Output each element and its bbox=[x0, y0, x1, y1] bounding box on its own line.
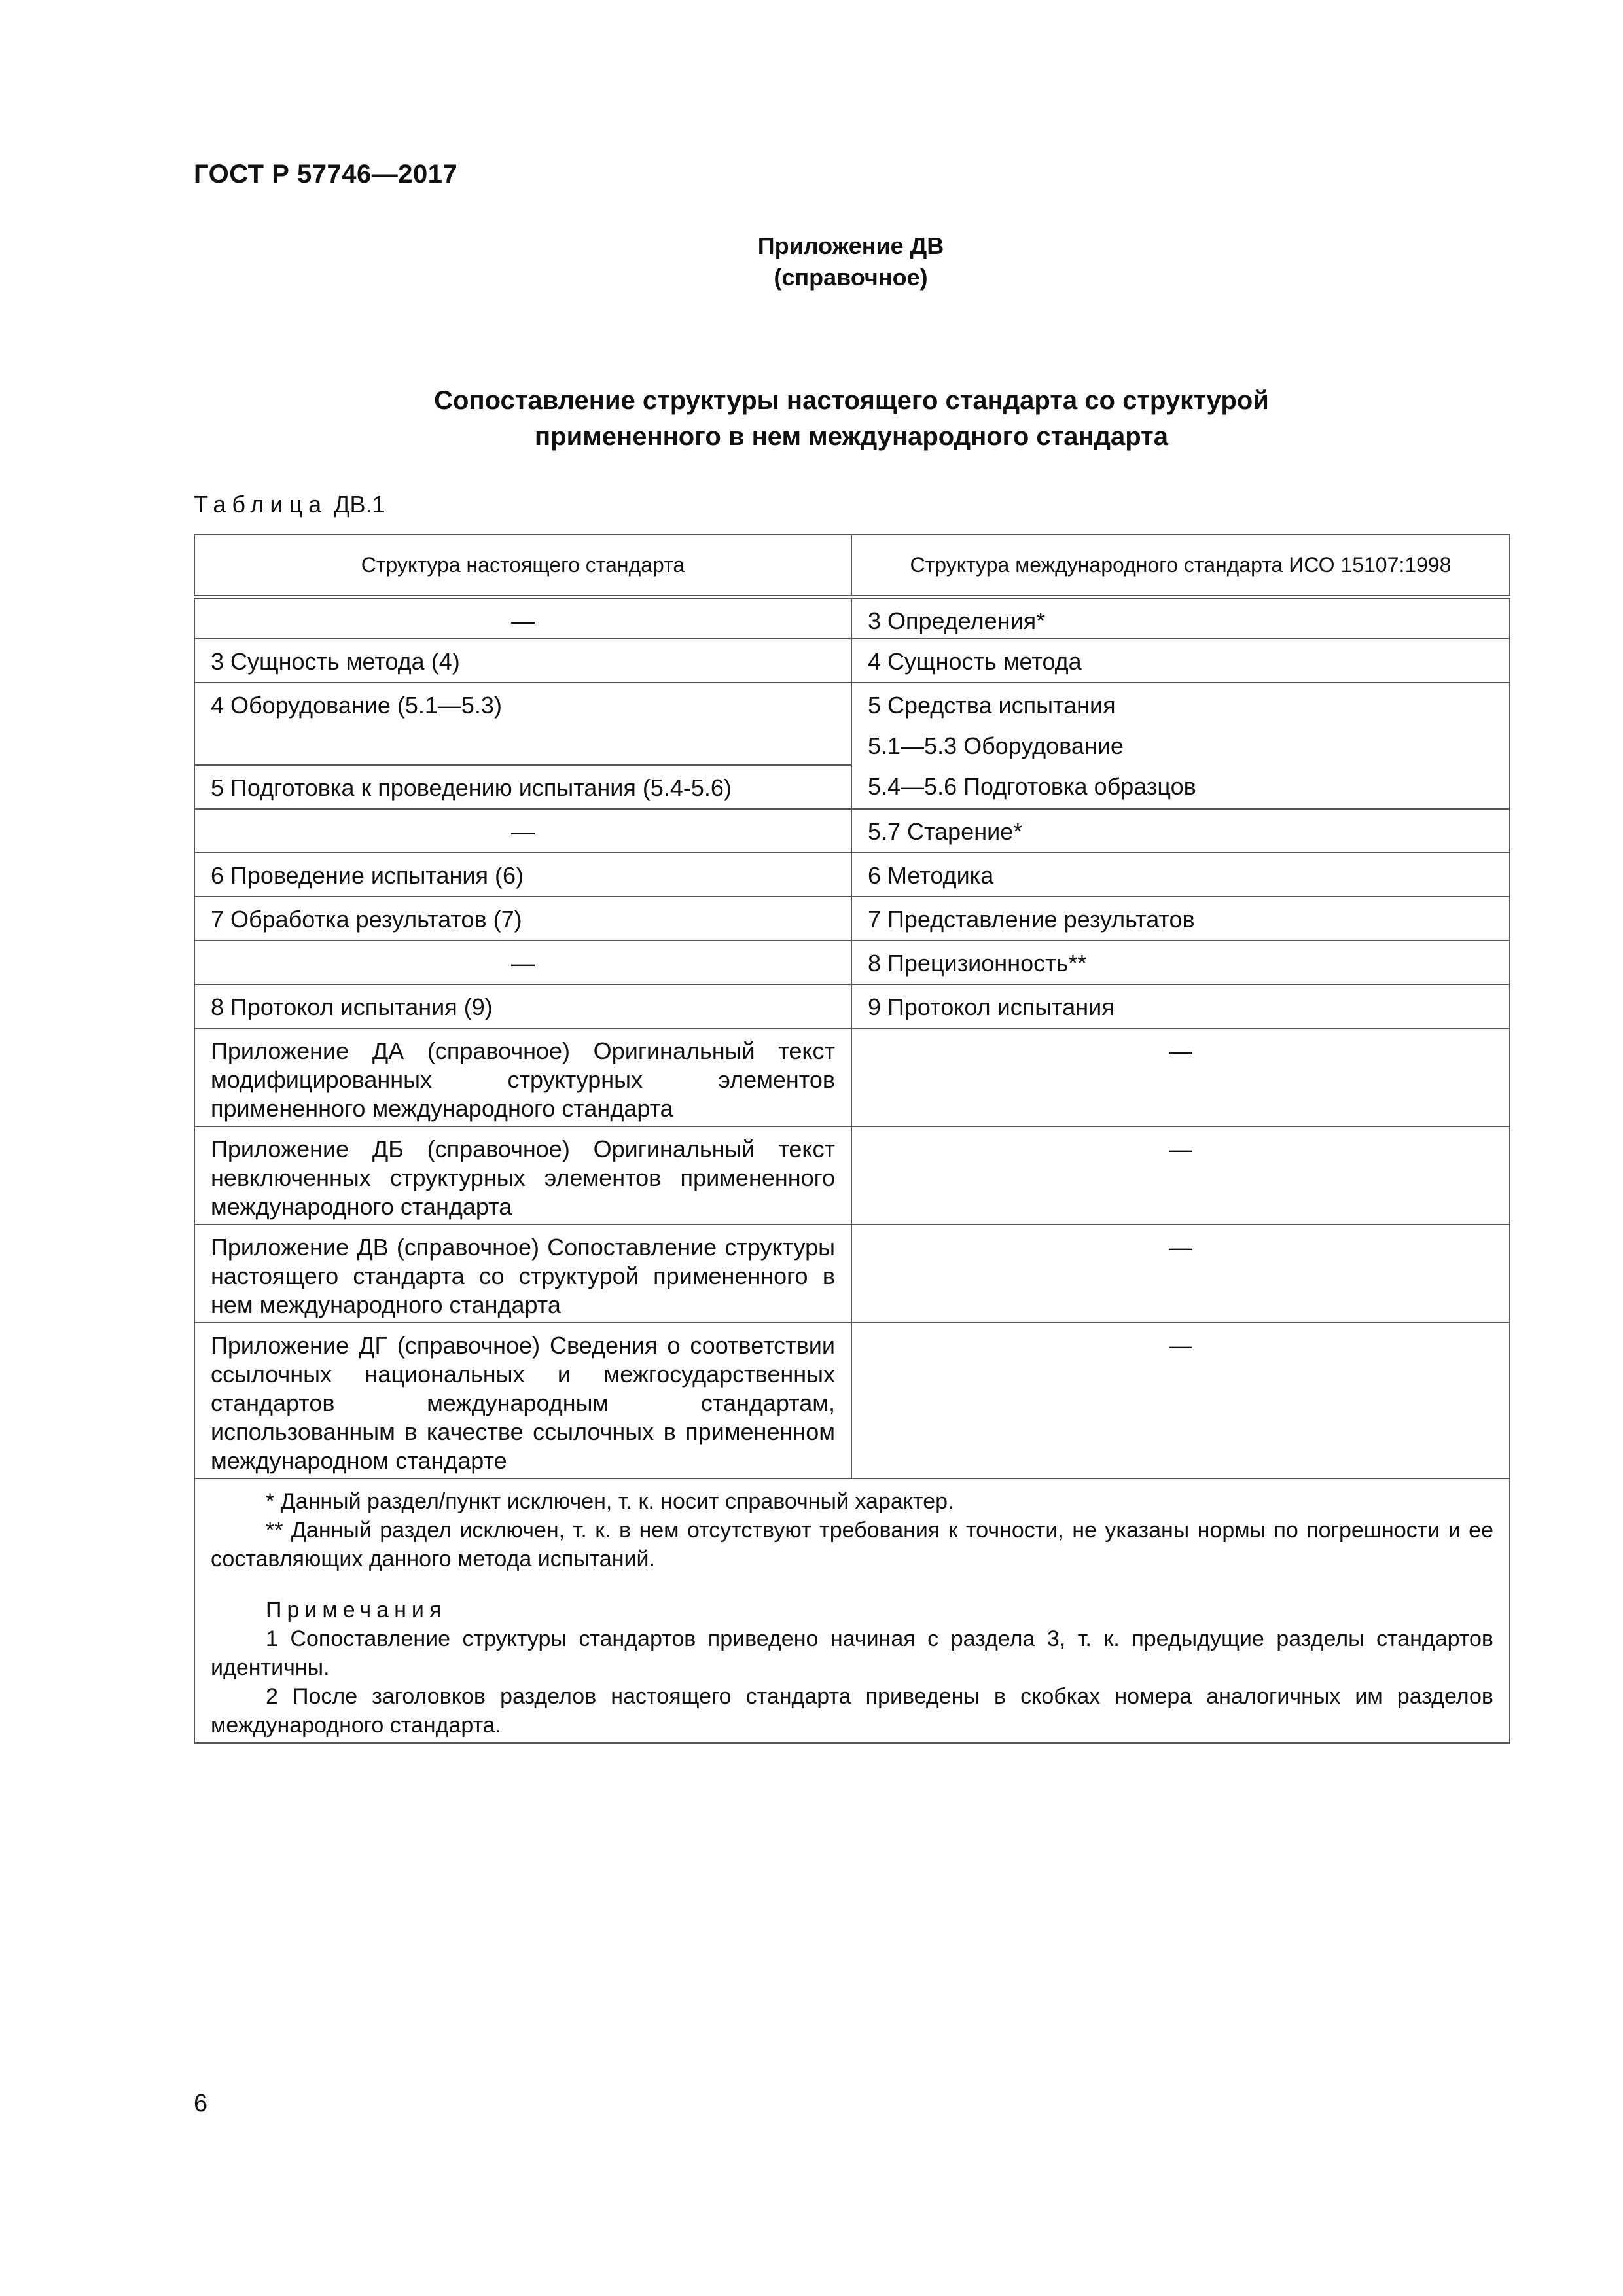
table-cell: 3 Сущность метода (4) bbox=[194, 639, 851, 683]
document-code: ГОСТ Р 57746—2017 bbox=[194, 160, 458, 188]
table-cell bbox=[851, 683, 1510, 809]
cell-line: 5 Средства испытания bbox=[868, 692, 1116, 719]
table-cell: Приложение ДА (справочное) Оригинальный текст модифицированных структурных элементов примененного международного стандарта bbox=[194, 1028, 851, 1126]
table-cell: 4 Сущность метода bbox=[851, 639, 1510, 683]
table-cell: 7 Обработка результатов (7) bbox=[194, 897, 851, 941]
column-header-international: Структура международного стандарта ИСО 15107:1998 bbox=[851, 535, 1510, 597]
table-row bbox=[194, 597, 1510, 639]
table-cell: 6 Проведение испытания (6) bbox=[194, 853, 851, 897]
table-cell: 4 Оборудование (5.1—5.3) bbox=[194, 683, 851, 765]
table-cell: 7 Представление результатов bbox=[851, 897, 1510, 941]
table-cell: Приложение ДГ (справочное) Сведения о соответствии ссылочных национальных и межгосударственных стандартов международным стандартам, использованным в качестве ссылочных в примененном международном стандарте bbox=[194, 1323, 851, 1479]
table-row bbox=[194, 897, 1510, 941]
table-caption-number: ДВ.1 bbox=[334, 491, 385, 518]
notes-heading: Примечания bbox=[266, 1598, 447, 1623]
table-row bbox=[194, 1323, 1510, 1479]
cell-line: 5.1—5.3 Оборудование bbox=[868, 732, 1124, 759]
table-cell: 3 Определения* bbox=[851, 597, 1510, 639]
table-cell: 8 Прецизионность** bbox=[851, 941, 1510, 984]
table-caption bbox=[194, 491, 385, 518]
title-line-1: Сопоставление структуры настоящего стандарта со структурой bbox=[434, 386, 1269, 415]
comparison-table bbox=[194, 534, 1510, 1744]
table-cell: — bbox=[851, 1126, 1510, 1225]
page-title bbox=[194, 383, 1509, 455]
table-row bbox=[194, 984, 1510, 1028]
table-cell: — bbox=[851, 1323, 1510, 1479]
table-cell: — bbox=[851, 1225, 1510, 1323]
table-notes-row bbox=[194, 1479, 1510, 1743]
note: 1 Сопоставление структуры стандартов приведено начиная с раздела 3, т. к. предыдущие разделы стандартов идентичны. bbox=[211, 1626, 1493, 1680]
table-header-row bbox=[194, 535, 1510, 597]
table-row bbox=[194, 1225, 1510, 1323]
table-row bbox=[194, 809, 1510, 853]
footnote: ** Данный раздел исключен, т. к. в нем отсутствуют требования к точности, не указаны нормы по погрешности и ее составляющих данного метода испытаний. bbox=[211, 1518, 1493, 1571]
table-cell: 5 Подготовка к проведению испытания (5.4-5.6) bbox=[194, 765, 851, 809]
table-row bbox=[194, 853, 1510, 897]
page-number: 6 bbox=[194, 2090, 208, 2117]
table-cell: Приложение ДБ (справочное) Оригинальный текст невключенных структурных элементов примененного международного стандарта bbox=[194, 1126, 851, 1225]
table-row bbox=[194, 683, 1510, 765]
table-notes bbox=[194, 1479, 1510, 1743]
table-cell: — bbox=[851, 1028, 1510, 1126]
column-header-current: Структура настоящего стандарта bbox=[194, 535, 851, 597]
table-row bbox=[194, 639, 1510, 683]
table-cell: 9 Протокол испытания bbox=[851, 984, 1510, 1028]
cell-line: 5.4—5.6 Подготовка образцов bbox=[868, 773, 1196, 800]
appendix-heading bbox=[654, 230, 1047, 293]
table-cell: 8 Протокол испытания (9) bbox=[194, 984, 851, 1028]
title-line-2: примененного в нем международного стандарта bbox=[535, 422, 1168, 451]
appendix-type: (справочное) bbox=[774, 264, 928, 291]
table-cell: 6 Методика bbox=[851, 853, 1510, 897]
table-row bbox=[194, 941, 1510, 984]
appendix-name: Приложение ДВ bbox=[757, 232, 944, 259]
table-cell: 5.7 Старение* bbox=[851, 809, 1510, 853]
table-row bbox=[194, 1126, 1510, 1225]
table-row bbox=[194, 1028, 1510, 1126]
table-cell: Приложение ДВ (справочное) Сопоставление структуры настоящего стандарта со структурой примененного в нем международного стандарта bbox=[194, 1225, 851, 1323]
table-caption-word: Таблица bbox=[194, 491, 328, 518]
footnote: * Данный раздел/пункт исключен, т. к. носит справочный характер. bbox=[266, 1489, 954, 1514]
note: 2 После заголовков разделов настоящего стандарта приведены в скобках номера аналогичных им разделов международного стандарта. bbox=[211, 1684, 1493, 1738]
table-cell: — bbox=[194, 809, 851, 853]
table-cell: — bbox=[194, 941, 851, 984]
table-cell: — bbox=[194, 597, 851, 639]
